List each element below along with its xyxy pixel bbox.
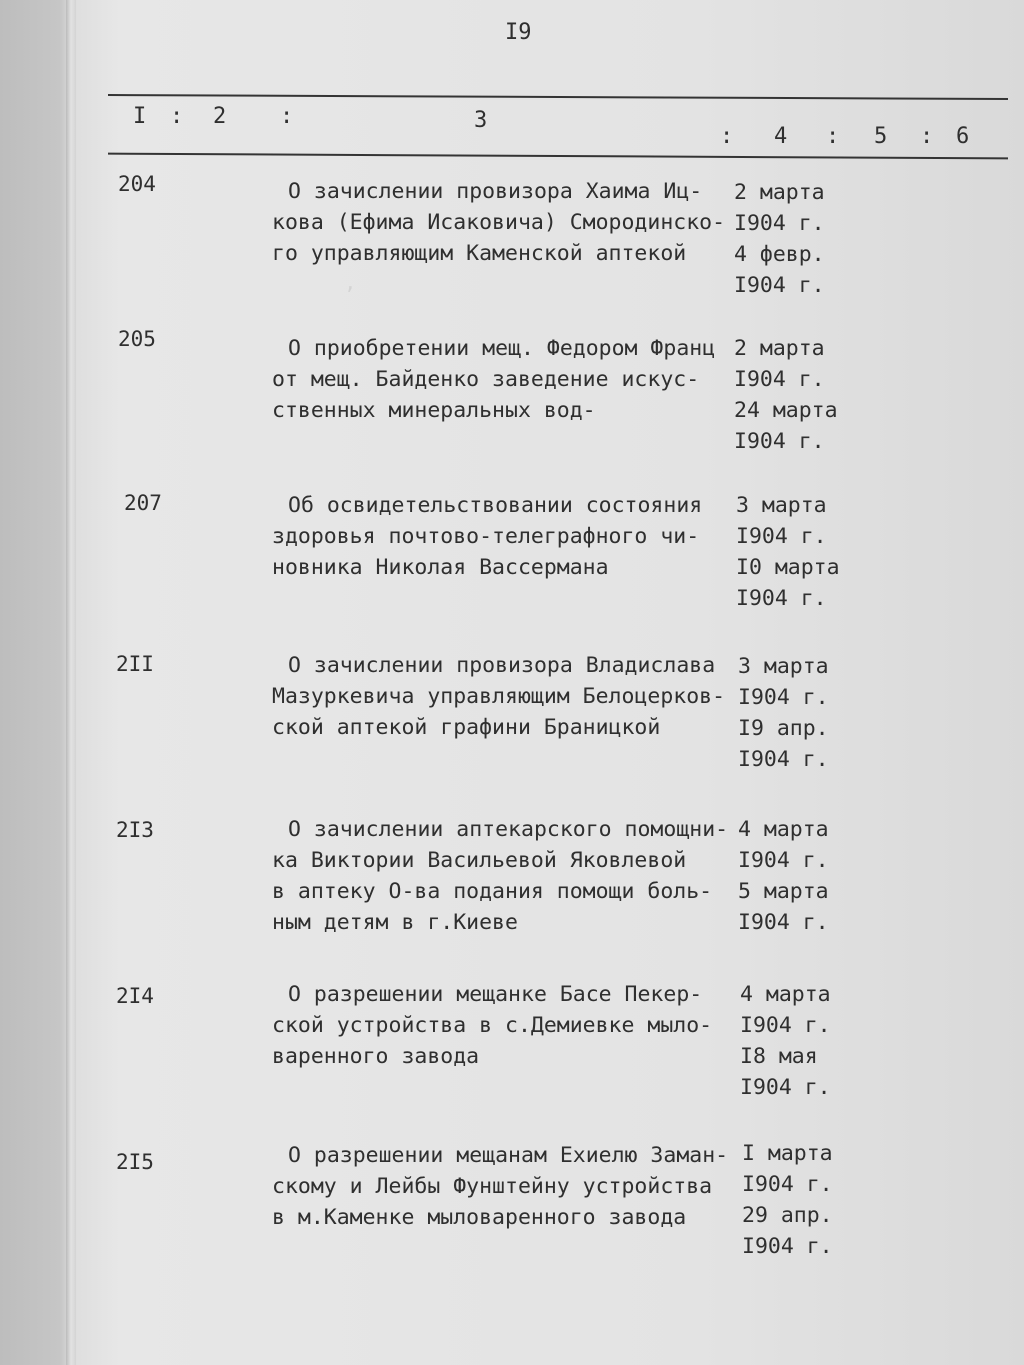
date-line: 4 марта: [740, 982, 831, 1007]
date-line: 2 марта: [734, 180, 825, 205]
entry-dates: [736, 490, 840, 614]
description-line: здоровья почтово-телеграфного чи-: [272, 524, 700, 549]
column-separator: :: [826, 124, 840, 149]
entry-dates: [742, 1138, 833, 1262]
description-line: варенного завода: [272, 1044, 480, 1069]
description-line: кова (Ефима Исаковича) Смородинско-: [272, 210, 726, 235]
entry-number: 2I3: [116, 818, 154, 842]
column-header-3: 3: [474, 108, 488, 133]
date-line: I9 апр.: [738, 716, 829, 741]
description-line: О зачислении провизора Хаима Иц-: [288, 179, 703, 204]
date-line: 24 марта: [734, 398, 838, 423]
header-rule-top: [108, 94, 1008, 100]
description-line: ственных минеральных вод-: [272, 398, 596, 423]
entry-dates: [734, 177, 825, 301]
entry-dates: [738, 651, 829, 775]
date-line: I904 г.: [736, 524, 827, 549]
column-separator: :: [170, 104, 184, 129]
entry-description: [272, 1140, 728, 1233]
description-line: ской аптекой графини Браницкой: [272, 715, 661, 740]
date-line: 4 февр.: [734, 242, 825, 267]
description-line: Об освидетельствовании состояния: [288, 493, 703, 518]
date-line: I904 г.: [736, 586, 827, 611]
date-line: 5 марта: [738, 879, 829, 904]
entry-description: [272, 979, 712, 1072]
date-line: I904 г.: [738, 685, 829, 710]
entry-description: [272, 333, 715, 426]
entry-number: 2I5: [116, 1150, 154, 1174]
date-line: I904 г.: [738, 848, 829, 873]
date-line: I904 г.: [734, 429, 825, 454]
bleed-through-text: ,: [344, 270, 357, 294]
entry-number: 207: [124, 491, 162, 515]
description-line: О разрешении мещанам Ехиелю Заман-: [288, 1143, 729, 1168]
description-line: в аптеку О-ва подания помощи боль-: [272, 879, 713, 904]
column-separator: :: [920, 124, 934, 149]
column-separator: :: [280, 104, 294, 129]
column-header-5: 5: [874, 124, 888, 149]
page-number: I9: [505, 20, 532, 45]
description-line: О разрешении мещанке Басе Пекер-: [288, 982, 703, 1007]
column-header-4: 4: [774, 124, 788, 149]
entry-number: 2I4: [116, 984, 154, 1008]
description-line: О приобретении мещ. Федором Франц: [288, 336, 716, 361]
description-line: ской устройства в с.Демиевке мыло-: [272, 1013, 713, 1038]
entry-description: [272, 490, 702, 583]
column-header-6: 6: [956, 124, 970, 149]
description-line: ка Виктории Васильевой Яковлевой: [272, 848, 687, 873]
date-line: I904 г.: [740, 1013, 831, 1038]
description-line: скому и Лейбы Фунштейну устройства: [272, 1174, 713, 1199]
date-line: I904 г.: [738, 910, 829, 935]
description-line: О зачислении провизора Владислава: [288, 653, 716, 678]
description-line: О зачислении аптекарского помощни-: [288, 817, 729, 842]
header-rule-bottom: [108, 153, 1008, 160]
date-line: I904 г.: [734, 211, 825, 236]
entry-description: [272, 814, 728, 938]
description-line: от мещ. Байденко заведение искус-: [272, 367, 700, 392]
entry-number: 2II: [116, 652, 154, 676]
column-header-1: I: [133, 104, 147, 129]
date-line: I904 г.: [740, 1075, 831, 1100]
entry-number: 204: [118, 172, 156, 196]
date-line: I904 г.: [742, 1234, 833, 1259]
date-line: I0 марта: [736, 555, 840, 580]
description-line: в м.Каменке мыловаренного завода: [272, 1205, 687, 1230]
description-line: Мазуркевича управляющим Белоцерков-: [272, 684, 726, 709]
date-line: I8 мая: [740, 1044, 818, 1069]
date-line: 3 марта: [736, 493, 827, 518]
date-line: I марта: [742, 1141, 833, 1166]
date-line: 3 марта: [738, 654, 829, 679]
entry-dates: [734, 333, 838, 457]
entry-description: [272, 650, 725, 743]
date-line: 2 марта: [734, 336, 825, 361]
date-line: I904 г.: [734, 367, 825, 392]
description-line: новника Николая Вассермана: [272, 555, 609, 580]
entry-description: [272, 176, 725, 269]
date-line: I904 г.: [742, 1172, 833, 1197]
date-line: 4 марта: [738, 817, 829, 842]
entry-dates: [740, 979, 831, 1103]
date-line: I904 г.: [738, 747, 829, 772]
description-line: ным детям в г.Киеве: [272, 910, 518, 935]
date-line: I904 г.: [734, 273, 825, 298]
description-line: го управляющим Каменской аптекой: [272, 241, 687, 266]
column-header-2: 2: [213, 104, 227, 129]
page-binding-shadow: [66, 0, 76, 1365]
date-line: 29 апр.: [742, 1203, 833, 1228]
column-separator: :: [720, 124, 734, 149]
entry-dates: [738, 814, 829, 938]
entry-number: 205: [118, 327, 156, 351]
